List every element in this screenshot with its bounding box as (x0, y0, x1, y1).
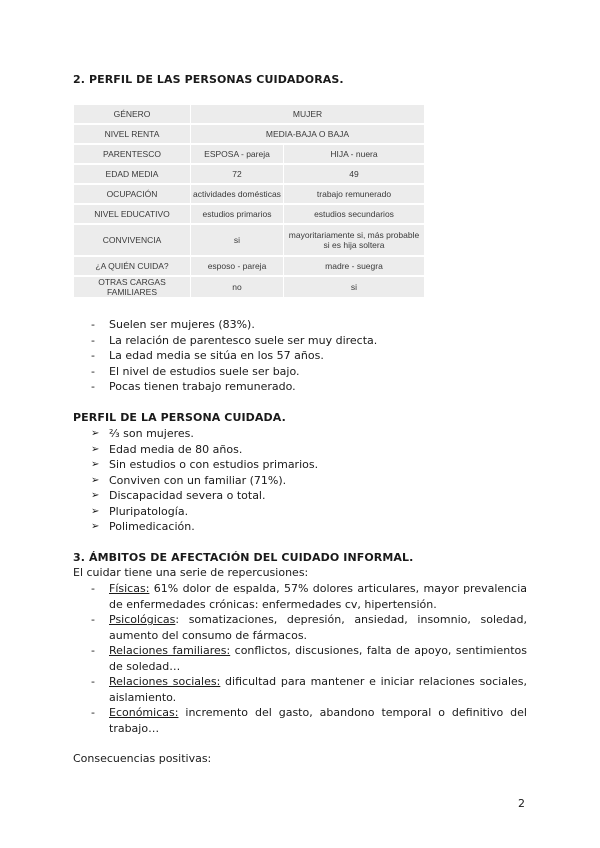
effect-description: conflictos, discusiones, falta de apoyo, sentimientos de soledad… (109, 644, 528, 673)
table-cell: 72 (191, 165, 283, 183)
table-row (74, 205, 424, 223)
page-number: 2 (518, 797, 525, 810)
effect-description: dificultad para mantener e iniciar relaciones sociales, aislamiento. (109, 675, 527, 704)
table-cell: actividades domésticas (191, 185, 283, 203)
effect-description: 61% dolor de espalda, 57% dolores articulares, mayor prevalencia de enfermedades crónicas: enfermedades cv, hipertensión. (109, 582, 527, 611)
list-item (91, 581, 527, 612)
list-item: ➢ Polimedicación. (91, 520, 195, 533)
positive-consequences-heading: Consecuencias positivas: (73, 752, 212, 765)
dash-marker: - (91, 675, 95, 688)
row-label: NIVEL RENTA (74, 125, 190, 143)
arrow-bullet-icon: ➢ (91, 505, 100, 517)
list-item: ➢ Pluripatología. (91, 504, 189, 518)
arrow-bullet-icon: ➢ (91, 443, 100, 455)
section-3-intro: El cuidar tiene una serie de repercusiones: (73, 566, 309, 579)
caregiver-summary-list (91, 317, 378, 395)
table-cell: madre - suegra (284, 257, 424, 275)
table-row (74, 225, 424, 255)
table-cell: HIJA - nuera (284, 145, 424, 163)
row-label: ¿A QUIÉN CUIDA? (74, 257, 190, 275)
list-item: - Pocas tienen trabajo remunerado. (91, 380, 296, 393)
dash-marker: - (91, 318, 95, 331)
row-label: GÉNERO (74, 105, 190, 123)
row-label: NIVEL EDUCATIVO (74, 205, 190, 223)
list-item: - El nivel de estudios suele ser bajo. (91, 364, 300, 378)
arrow-bullet-icon: ➢ (91, 428, 100, 439)
table-cell: ESPOSA - pareja (191, 145, 283, 163)
dash-marker: - (91, 706, 95, 719)
list-item: ➢ ⅔ son mujeres. (91, 427, 194, 440)
list-item (91, 705, 527, 736)
dash-marker: - (91, 380, 95, 393)
list-item (91, 643, 528, 674)
row-label: PARENTESCO (74, 145, 190, 163)
arrow-bullet-icon: ➢ (91, 459, 100, 470)
effects-list (91, 581, 528, 736)
list-item: ➢ Conviven con un familiar (71%). (91, 473, 287, 487)
table-row (74, 257, 424, 275)
cared-profile-title: PERFIL DE LA PERSONA CUIDADA. (73, 411, 286, 424)
table-row (74, 165, 424, 183)
table-cell: MUJER (191, 105, 424, 123)
arrow-bullet-icon: ➢ (91, 474, 100, 486)
list-item: ➢ Edad media de 80 años. (91, 442, 243, 456)
dash-marker: - (91, 613, 95, 626)
effect-category: Relaciones sociales: (109, 675, 221, 688)
effect-description: : somatizaciones, depresión, ansiedad, insomnio, soledad, aumento del consumo de fármacos. (109, 613, 527, 642)
section-2-title: 2. PERFIL DE LAS PERSONAS CUIDADORAS. (73, 73, 344, 86)
row-label: OCUPACIÓN (74, 185, 190, 203)
table-cell: esposo - pareja (191, 257, 283, 275)
table-row (74, 105, 424, 123)
list-item: - La relación de parentesco suele ser muy directa. (91, 333, 378, 347)
row-label: EDAD MEDIA (74, 165, 190, 183)
table-cell: estudios secundarios (284, 205, 424, 223)
arrow-bullet-icon: ➢ (91, 490, 100, 501)
effect-category: Relaciones familiares: (109, 644, 231, 657)
table-cell: 49 (284, 165, 424, 183)
section-3-title: 3. ÁMBITOS DE AFECTACIÓN DEL CUIDADO INFORMAL. (73, 551, 414, 564)
cared-profile-list (91, 426, 319, 535)
effect-category: Económicas: (109, 706, 179, 719)
table-cell: si (191, 225, 283, 255)
dash-marker: - (91, 349, 95, 362)
list-item (91, 612, 527, 643)
caregiver-profile-table (73, 103, 425, 299)
effect-category: Psicológicas (109, 613, 176, 626)
row-label: CONVIVENCIA (74, 225, 190, 255)
effect-description: incremento del gasto, abandono temporal o definitivo del trabajo… (109, 706, 527, 735)
table-cell: MEDIA-BAJA O BAJA (191, 125, 424, 143)
table-row (74, 277, 424, 297)
table-cell: si (284, 277, 424, 297)
row-label: OTRAS CARGAS FAMILIARES (74, 277, 190, 297)
list-item: ➢ Sin estudios o con estudios primarios. (91, 458, 319, 471)
dash-marker: - (91, 582, 95, 595)
table-cell: no (191, 277, 283, 297)
table-row (74, 125, 424, 143)
dash-marker: - (91, 364, 95, 378)
list-item: - La edad media se sitúa en los 57 años. (91, 349, 324, 362)
table-cell: trabajo remunerado (284, 185, 424, 203)
table-row (74, 185, 424, 203)
dash-marker: - (91, 333, 95, 347)
arrow-bullet-icon: ➢ (91, 521, 100, 532)
list-item: ➢ Discapacidad severa o total. (91, 489, 266, 502)
list-item (91, 674, 527, 705)
list-item: - Suelen ser mujeres (83%). (91, 318, 255, 331)
table-cell: estudios primarios (191, 205, 283, 223)
table-cell: mayoritariamente si, más probable si es hija soltera (284, 225, 424, 255)
dash-marker: - (91, 644, 95, 657)
table-row (74, 145, 424, 163)
effect-category: Físicas: (109, 582, 150, 595)
